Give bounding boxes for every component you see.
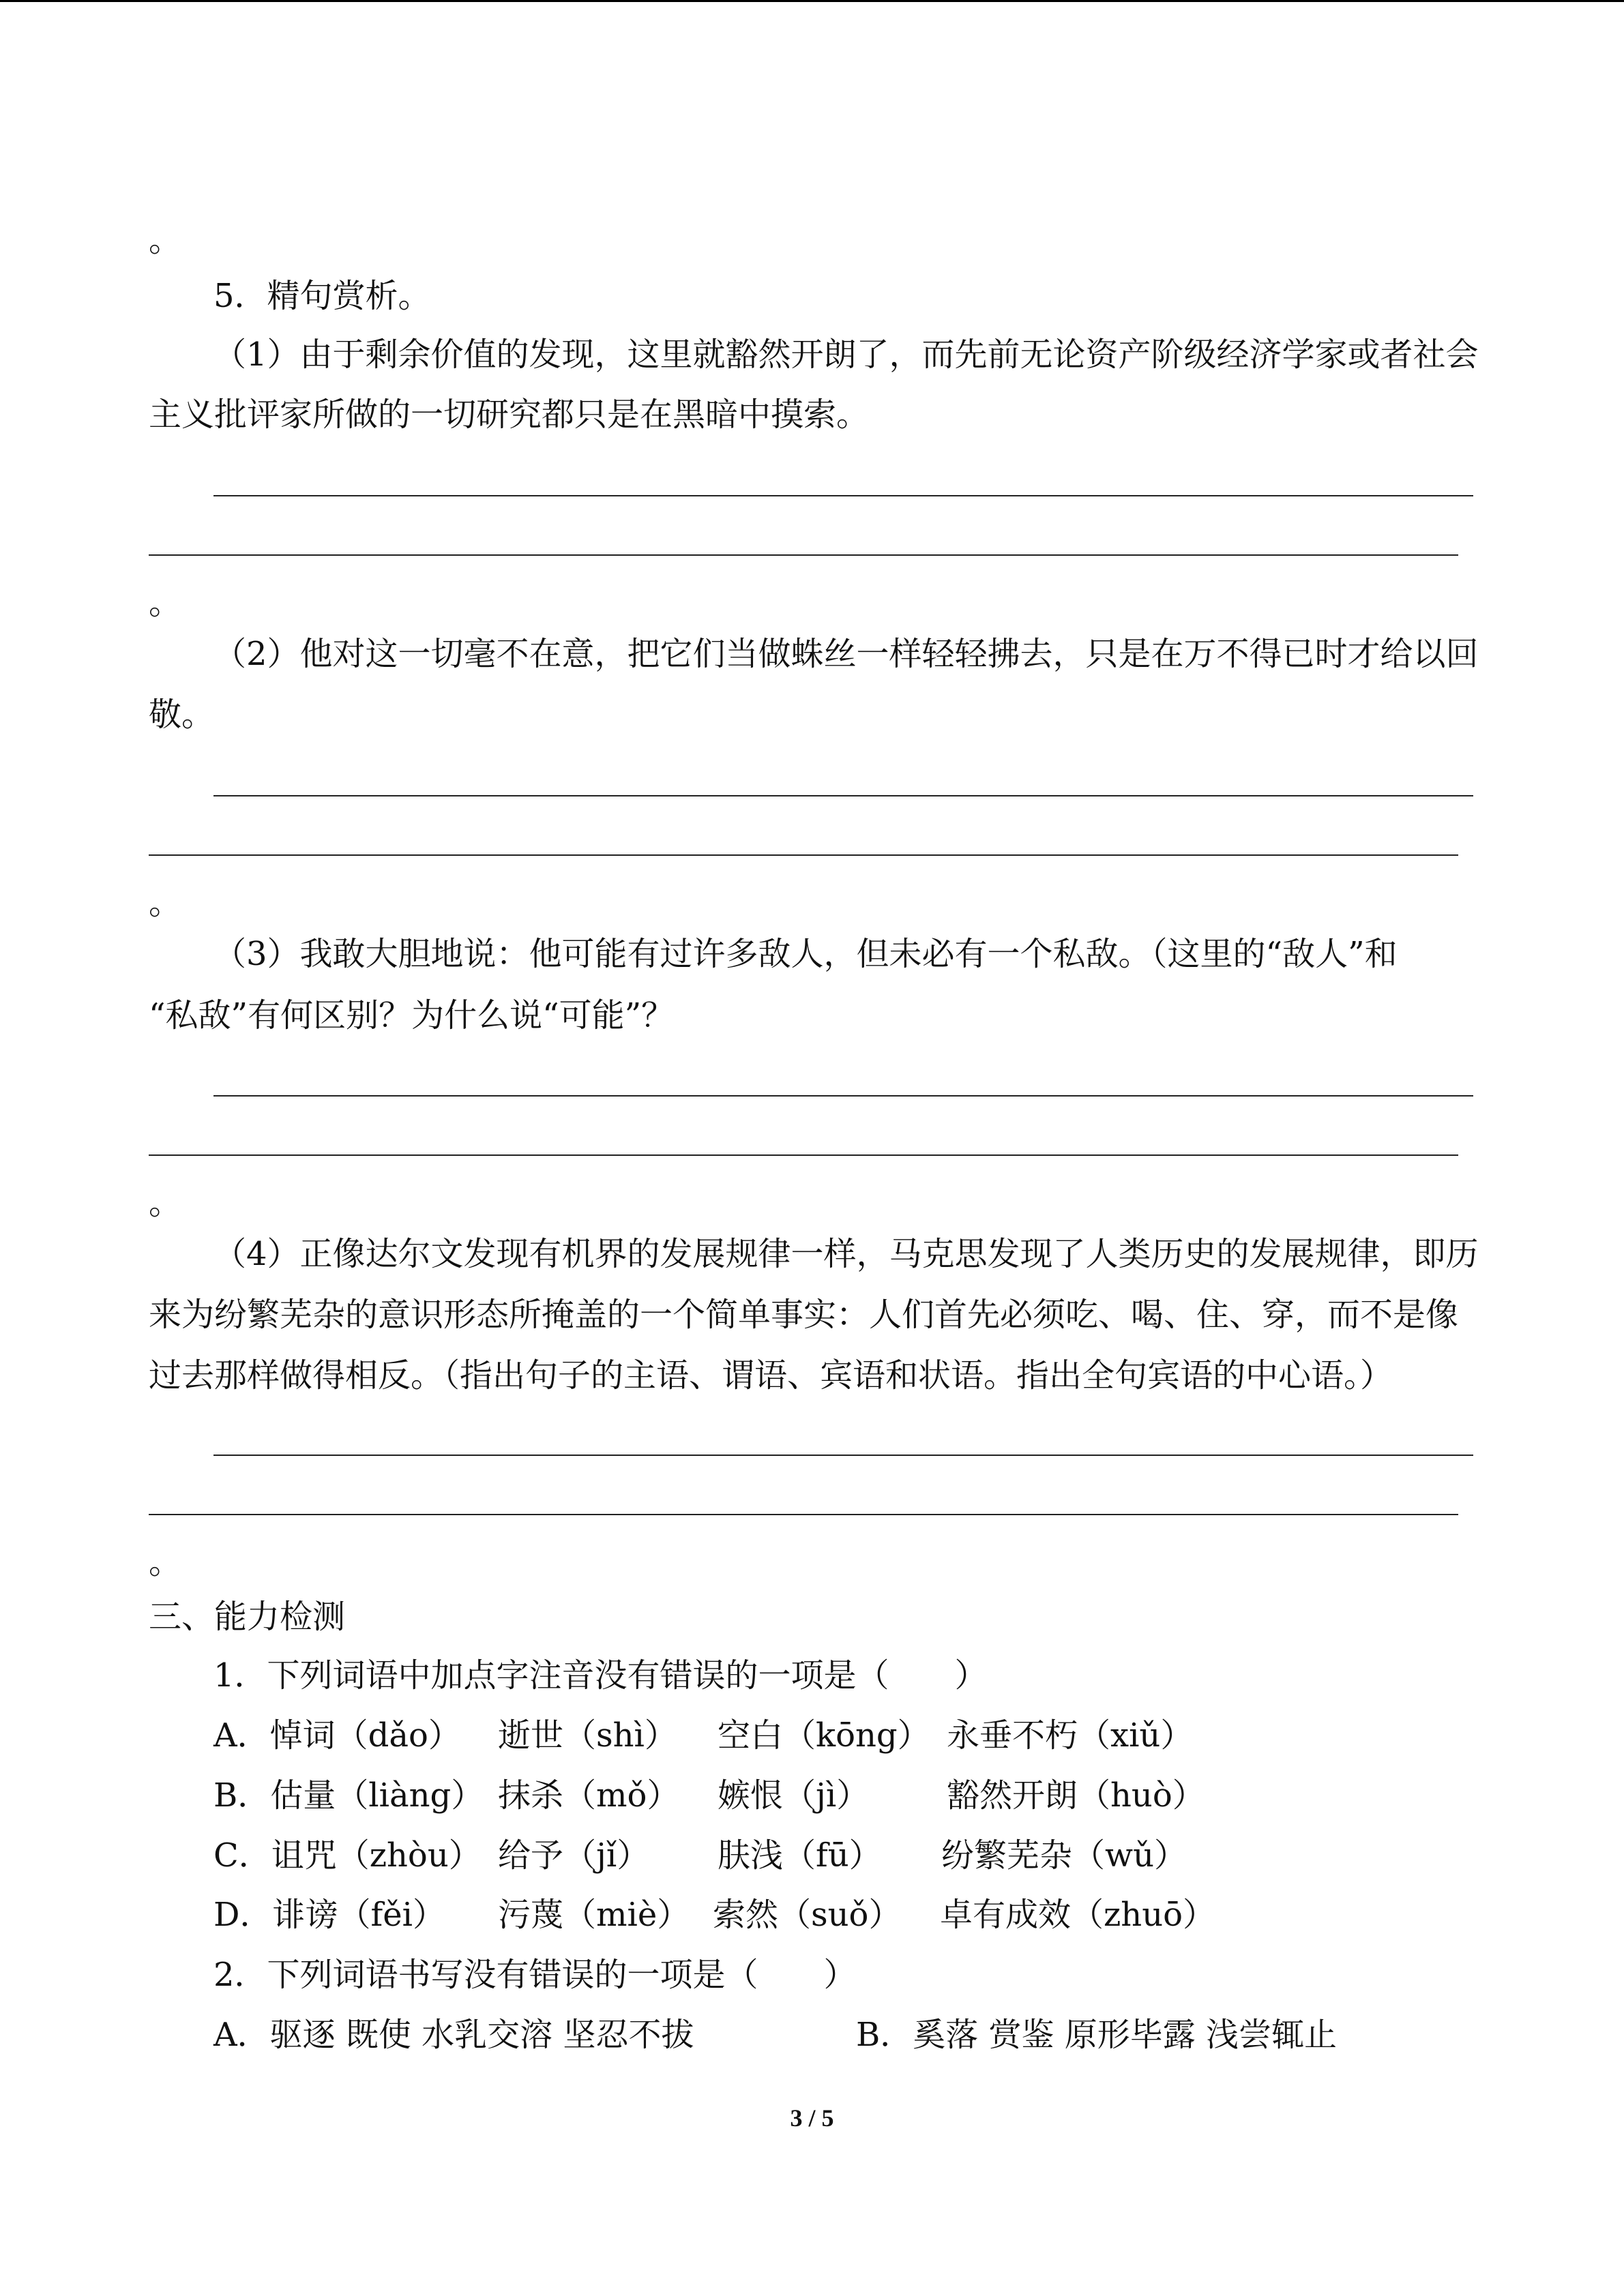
q2-option-b: B．奚落 赏鉴 原形毕露 浅尝辄止 <box>856 2016 1338 2054</box>
q1-option-a-item-2: 逝世（shì） <box>498 1716 677 1755</box>
end-mark: 。 <box>149 1543 182 1581</box>
q1-option-c-item-2: 给予（jǐ） <box>498 1836 650 1875</box>
sub-question-3-line-1: （3）我敢大胆地说：他可能有过许多敌人，但未必有一个私敌。（这里的“敌人”和 <box>213 935 1398 973</box>
answer-line <box>213 795 1473 796</box>
page-top-border <box>0 0 1624 2</box>
q1-option-d-item-3: 索然（suǒ） <box>713 1896 902 1934</box>
q1-option-a-item-1: A．悼词（dǎo） <box>213 1716 461 1755</box>
q1-question: 1．下列词语中加点字注音没有错误的一项是（ ） <box>213 1656 988 1695</box>
q1-option-a-item-4: 永垂不朽（xiǔ） <box>947 1716 1194 1755</box>
sub-question-1-line-2: 主义批评家所做的一切研究都只是在黑暗中摸索。 <box>149 396 870 434</box>
q1-option-b-item-2: 抹杀（mǒ） <box>498 1776 680 1815</box>
q1-option-c-item-3: 肤浅（fū） <box>718 1836 882 1875</box>
q1-option-d-item-1: D．诽谤（fěi） <box>213 1896 446 1934</box>
sub-question-2-line-2: 敬。 <box>149 696 215 734</box>
answer-line <box>213 1455 1473 1456</box>
q1-option-b-item-1: B．估量（liàng） <box>213 1776 484 1815</box>
sub-question-4-line-3: 过去那样做得相反。（指出句子的主语、谓语、宾语和状语。指出全句宾语的中心语。） <box>149 1356 1393 1395</box>
answer-line <box>149 854 1458 856</box>
q1-option-b-item-4: 豁然开朗（huò） <box>947 1776 1205 1815</box>
answer-line <box>213 495 1473 496</box>
q1-option-d-item-2: 污蔑（miè） <box>498 1896 690 1934</box>
sub-question-2-line-1: （2）他对这一切毫不在意，把它们当做蛛丝一样轻轻拂去，只是在万不得已时才给以回 <box>213 635 1479 673</box>
q2-option-a: A．驱逐 既使 水乳交溶 坚忍不拔 <box>213 2016 694 2054</box>
sub-question-4-line-1: （4）正像达尔文发现有机界的发展规律一样，马克思发现了人类历史的发展规律，即历 <box>213 1235 1479 1273</box>
sub-question-3-line-2: “私敌”有何区别？为什么说“可能”？ <box>149 996 675 1034</box>
answer-line <box>149 1514 1458 1515</box>
q2-question: 2．下列词语书写没有错误的一项是（ ） <box>213 1956 857 1994</box>
answer-line <box>149 554 1458 556</box>
q1-option-c-item-1: C．诅咒（zhòu） <box>213 1836 482 1875</box>
section-three-heading: 三、能力检测 <box>149 1598 346 1636</box>
answer-line <box>213 1095 1473 1097</box>
q1-option-d-item-4: 卓有成效（zhuō） <box>940 1896 1216 1934</box>
q1-option-c-item-4: 纷繁芜杂（wǔ） <box>941 1836 1187 1875</box>
sub-question-4-line-2: 来为纷繁芜杂的意识形态所掩盖的一个简单事实：人们首先必须吃、喝、住、穿，而不是像 <box>149 1296 1459 1334</box>
end-mark: 。 <box>149 1184 182 1222</box>
end-mark: 。 <box>149 221 182 259</box>
answer-line <box>149 1154 1458 1156</box>
q1-option-b-item-3: 嫉恨（jì） <box>718 1776 870 1815</box>
end-mark: 。 <box>149 884 182 922</box>
sub-question-1-line-1: （1）由于剩余价值的发现，这里就豁然开朗了，而先前无论资产阶级经济学家或者社会 <box>213 336 1479 374</box>
q1-option-a-item-3: 空白（kōng） <box>718 1716 930 1755</box>
end-mark: 。 <box>149 584 182 622</box>
page-number: 3 / 5 <box>790 2104 834 2132</box>
question-5-heading: 5．精句赏析。 <box>213 277 431 315</box>
